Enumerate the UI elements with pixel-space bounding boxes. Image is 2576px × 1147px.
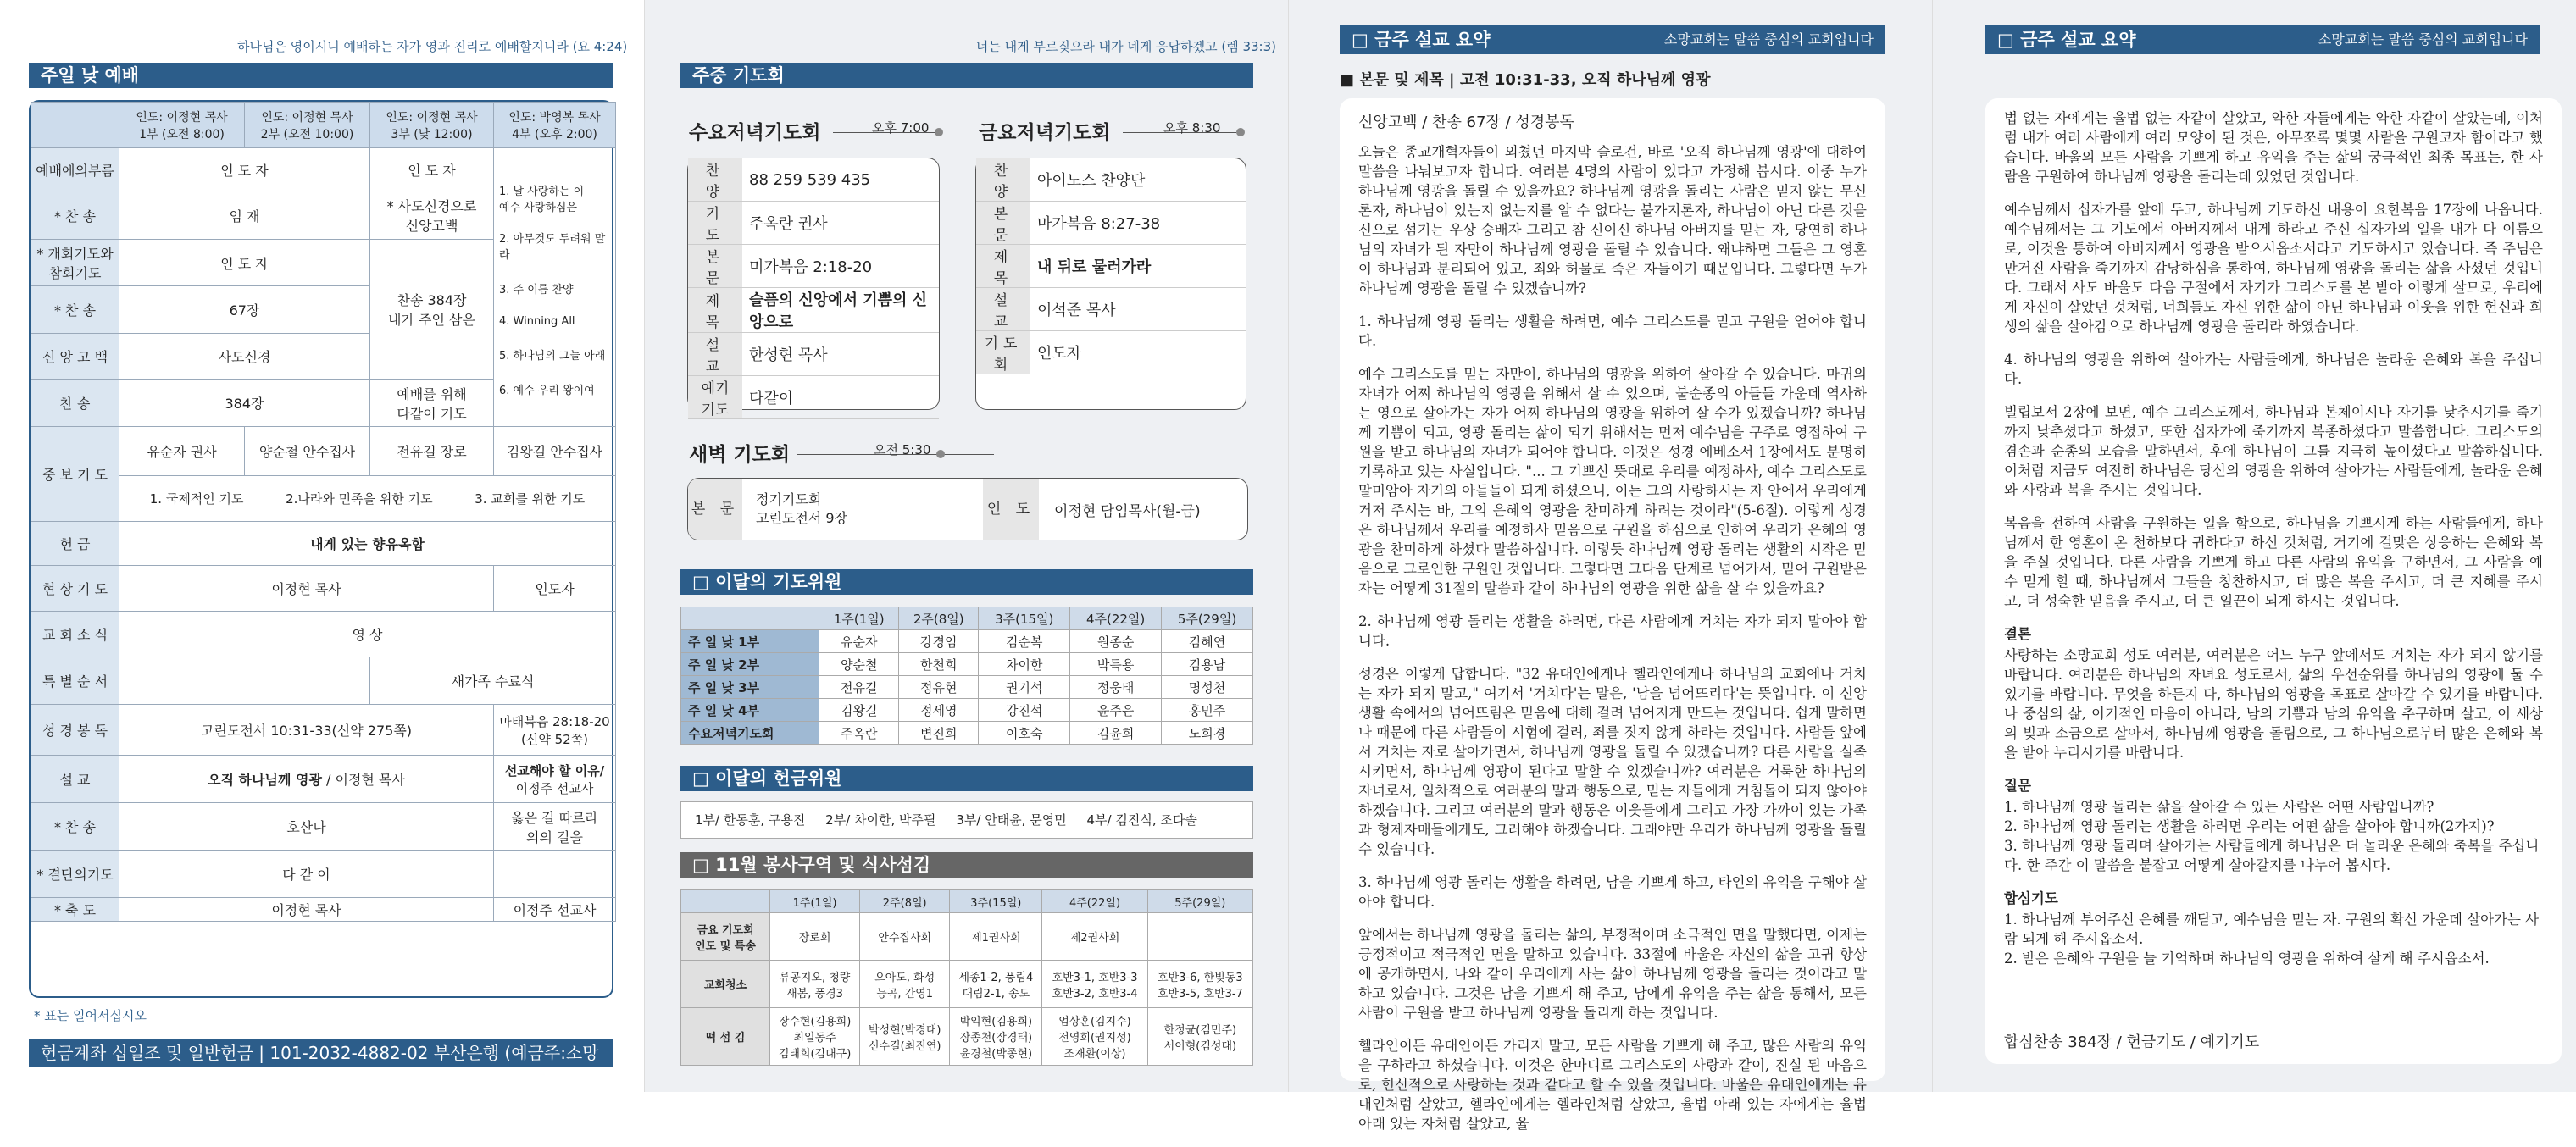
info-row xyxy=(688,158,939,202)
row-label: 중 보 기 도 xyxy=(31,427,119,522)
sermon-subheading: 결론 xyxy=(2004,626,2031,642)
info-row xyxy=(976,158,1246,202)
grid-week-head: 2주(8일) xyxy=(860,890,950,913)
topic: 2.나라와 민족을 위한 기도 xyxy=(286,491,433,507)
sermon-header xyxy=(1340,25,1885,54)
sermon-paragraph: 사랑하는 소망교회 성도 여러분, 여러분은 어느 누구 앞에서도 거치는 자가 되지 않기를 바랍니다. 여러분은 하나님의 자녀요 성도로서, 삶의 우선순위를 하나님의 영광에 둘 수 있기를 바랍니다. 무엇을 하든지 다, 하나님의 영광을 목표로 살아갈 수 있기를 바랍니다. 나 중심의 삶, 이기적인 마음이 아니라, 남의 기쁨과 남의 유익을 추구하며 살고, 이 세상의 빛과 소금으로 살아서, 하나님께 영광을 돌림으로, 그 하나님으로부터 많은 은혜와 복을 받아 누리시기를 바랍니다. xyxy=(2004,647,2543,761)
info-row xyxy=(688,376,939,419)
grid-row xyxy=(681,913,1253,961)
intercessor: 양순철 안수집사 xyxy=(245,427,370,476)
cell: 다 같 이 xyxy=(119,851,494,898)
dawn-box xyxy=(687,478,1248,540)
grid-cell: 장로회 xyxy=(770,913,860,961)
grid-cell: 박성현(박경대) 신수길(최진연) xyxy=(860,1008,950,1066)
wed-box xyxy=(687,158,940,418)
sermon-paragraph: 법 없는 자에게는 율법 없는 자같이 살았고, 약한 자들에게는 약한 자같이 살았는데, 이처럼 내가 여러 사람에게 여러 모양이 된 것은, 아무쪼록 몇몇 사람을 구원코자 함이라고 했습니다. 바울의 모든 사람을 기쁘게 하고 유익을 주는 삶의 궁극적인 최종 목표는, 한 사람을 구원하여 하나님께 영광을 돌리는데 있었던 것입니다. xyxy=(2004,110,2543,185)
sermon-text-panel xyxy=(1985,98,2562,1064)
col-head-2: 인도: 이정현 목사 2부 (오전 10:00) xyxy=(245,103,370,148)
info-row xyxy=(688,202,939,245)
sermon-subject: ■ 본문 및 제목 | 고전 10:31-33, 오직 하나님께 영광 xyxy=(1340,71,1711,89)
info-label: 설 교 xyxy=(688,333,742,376)
dawn-text: 정기기도회 고린도전서 9장 xyxy=(756,491,848,526)
fri-box xyxy=(975,158,1246,410)
sermon-paragraph: 성경은 이렇게 답합니다. "32 유대인에게나 헬라인에게나 하나님의 교회에나 거치는 자가 되지 말고," 여기서 '거치다'는 말은, '남을 넘어뜨리다'는 뜻입니다. 이 신앙생활 속에서의 넘어뜨림은 믿음에 대해 걸려 넘어지게 만드는 것입니다. 쉽게 말하면 나 때문에 다른 사람들이 시험에 걸려, 죄를 짓지 않게 하라는 것입니다. 사람들 앞에서 거치는 자로 살아가면서, 하나님께 영광을 돌릴 수 있겠습니까? 다른 사람을 실족시키면서, 하나님께 영광이 된다고 말할 수 있겠습니까? 여러분은 거룩한 하나님의 자녀로서, 일차적으로 여러분의 말과 행동으로, 믿는 자들에게 거침돌이 되지 않아야 하겠습니다. 그리고 여러분의 말과 행동은 이웃들에게 그리고 가장 가까이 있는 가족과 형제자매들에게도, 그러해야 하겠습니다. 그래야만 우리가 하나님께 영광을 돌릴 수 있습니다. xyxy=(1358,666,1867,857)
info-label: 기도회 xyxy=(976,331,1030,374)
grid-week-head: 3주(15일) xyxy=(979,607,1070,630)
cell: 사도신경 xyxy=(119,334,370,380)
grid-cell: 차이한 xyxy=(979,653,1070,676)
cell: 384장 xyxy=(119,380,370,427)
grid-head-row xyxy=(681,607,1253,630)
sermon-paragraph: 빌립보서 2장에 보면, 예수 그리스도께서, 하나님과 본체이시나 자기를 낮추시기를 죽기까지 낮추셨다고 하셨고, 또한 십자가에 죽기까지 복종하셨다고 말씀합니다. 그리스도의 겸손과 순종의 모습을 말하면서, 후에 하나님이 그를 지극히 높이셨다고 말씀하십니다. 이처럼 지금도 여전히 하나님은 당신의 영광을 위하여 살아가는 사람들에게, 놀라운 은혜와 사랑과 복을 주시는 것입니다. xyxy=(2004,404,2543,498)
sermon-paragraph: 앞에서는 하나님께 영광을 돌리는 삶의, 부정적이며 소극적인 면을 말했다면, 이제는 긍정적이고 적극적인 면을 말하고 있습니다. 33절에 바울은 자신의 삶을 고귀 항상에 공개하면서, 나와 같이 우리에게 사는 삶이 하나님께 영광을 돌리는 것이라고 말하고 있습니다. 그것은 남을 기쁘게 해 주고, 남에게 유익을 주는 삶을 통해서, 모든 사람이 구원을 받고 하나님께 영광을 돌리게 하는 것입니다. xyxy=(1358,927,1867,1021)
grid-row xyxy=(681,699,1253,722)
info-row xyxy=(976,331,1246,374)
sermon-preacher: / 이정현 목사 xyxy=(321,772,405,788)
cell: 영 상 xyxy=(119,612,616,657)
info-value: 한성현 목사 xyxy=(742,333,939,376)
cell: 마태복음 28:18-20 (신약 52쪽) xyxy=(494,705,616,756)
grid-cell: 호반3-6, 한빛동3 호반3-5, 호반3-7 xyxy=(1147,961,1252,1008)
dot-icon xyxy=(935,128,943,136)
info-row xyxy=(688,288,939,333)
col-head-3: 인도: 이정현 목사 3부 (낮 12:00) xyxy=(370,103,494,148)
sermon-paragraph: 예수 그리스도를 믿는 자만이, 하나님의 영광을 위하여 살아갈 수 있습니다. 마귀의 자녀가 어찌 하나님의 영광을 위해서 살 수 있으며, 불순종의 아들들 가운데 역사하는 영으로 살아가는 자가 어찌 하나님의 영광을 위하여 살 수가 있겠습니까? 하나님께 기쁨이 되고, 영광 돌리는 삶이 되기 위해서는 먼저 예수님을 구주로 영접하여 구원을 받고 하나님의 자녀가 되어야 합니다. 이것은 성경 에베소서 1장에서도 분명히 기록하고 있는 사실입니다. "... 그 기쁘신 뜻대로 우리를 예정하사, 예수 그리스도로 말미암아 자기의 아들들이 되게 하셨으니, 이는 그의 사랑하시는 자 안에서 우리에게 거저 주시는 바, 그의 은혜의 영광을 찬미하게 하려는 것이라"(5-6절). 이렇게 성경은 하나님께서 우리를 예정하사 믿음으로 구원을 하심으로 인하여 우리가 은혜의 영광을 찬미하게 하셨다 말씀하십니다. 이렇듯 하나님께 영광 돌리는 생활의 시작은 믿음으로 그로인한 구원인 것입니다. 그렇다면 그다음 단계로 넘어가서, 믿어 구원받은 자는 어떻게 31절의 말씀과 같이 하나님의 영광을 위한 삶을 살 수 있을까요? xyxy=(1358,366,1867,596)
cell: 새가족 수료식 xyxy=(370,657,616,705)
grid-cell: 정유현 xyxy=(899,676,979,699)
grid-week-head: 4주(22일) xyxy=(1070,607,1162,630)
grid-cell: 윤주은 xyxy=(1070,699,1162,722)
song-1: 1. 날 사랑하는 이 예수 사랑하심은 xyxy=(499,186,585,214)
section-title-offering: □ 이달의 헌금위원 xyxy=(680,766,1253,791)
info-value: 아이노스 찬양단 xyxy=(1030,158,1246,202)
grid-cell: 류공지오, 청량 새봄, 풍경3 xyxy=(770,961,860,1008)
wed-time: 오후 7:00 xyxy=(872,120,930,136)
info-value: 다같이 xyxy=(742,376,939,419)
grid-cell: 제2권사회 xyxy=(1042,913,1147,961)
grid-cell: 김혜연 xyxy=(1162,630,1253,653)
song-3: 3. 주 이름 찬양 xyxy=(499,284,574,296)
info-label: 본 문 xyxy=(976,202,1030,245)
info-label: 찬 양 xyxy=(688,158,742,202)
info-value: 슬픔의 신앙에서 기쁨의 신앙으로 xyxy=(742,288,939,333)
standing-note: * 표는 일어서십시오 xyxy=(34,1008,147,1023)
sermon-hymn: 신앙고백 / 찬송 67장 / 성경봉독 xyxy=(1358,114,1574,131)
service-title: 11월 봉사구역 및 식사섬김 xyxy=(715,855,931,875)
sermon-header-motto: 소망교회는 말씀 중심의 교회입니다 xyxy=(1663,31,1874,47)
sermon-point: 3. 하나님께 영광 돌리는 생활을 하려면, 남을 기쁘게 하고, 타인의 유익을 구해야 살아야 합니다. xyxy=(1358,874,1867,910)
song-5: 5. 하나님의 그늘 아래 xyxy=(499,350,606,363)
grid-cell: 김용남 xyxy=(1162,653,1253,676)
sermon-header-title: □ 금주 설교 요약 xyxy=(1352,30,1491,50)
grid-week-head: 4주(22일) xyxy=(1042,890,1147,913)
section-title-worship: 주일 낮 예배 xyxy=(29,63,613,88)
sermon-paragraph: 오늘은 종교개혁자들이 외쳤던 마지막 슬로건, 바로 '오직 하나님께 영광'에 대하여 말씀을 나눠보고자 합니다. 여러분 4명의 사람이 있다고 가정해 봅시다. 이중 누가 하나님께 영광을 돌릴 수 있을까요? 하나님께 영광을 돌리는 사람은 믿지 않는 무신론자, 하나님이 있는지 없는지를 알 수 없다는 불가지론자, 하나님이 아닌 다른 것을 신으로 섬기는 우상 숭배자 그리고 참 신이신 하나님 아버지를 믿는 자, 당연히 하나님의 자녀가 된 자만이 하나님께 영광을 돌릴 수 있습니다. 왜냐하면 그들은 그 영혼이 하나님과 분리되어 있고, 죄와 허물로 죽은 자들이기 때문입니다. 그렇다면 누가 하나님께 영광을 돌릴 수 있겠습니까? xyxy=(1358,144,1867,296)
fri-title: 금요저녁기도회 xyxy=(979,122,1111,144)
row-label: * 찬 송 xyxy=(31,191,119,240)
cell: 옳은 길 따르라 의의 길을 xyxy=(494,803,616,851)
grid-cell: 이호숙 xyxy=(979,722,1070,745)
wed-title: 수요저녁기도회 xyxy=(689,122,821,144)
info-label: 설 교 xyxy=(976,288,1030,331)
grid-cell: 세종1-2, 풍림4 대림2-1, 송도 xyxy=(950,961,1042,1008)
grid-cell: 안수집사회 xyxy=(860,913,950,961)
dawn-lead: 이정현 담임목사(월-금) xyxy=(1054,503,1201,520)
grid-cell: 전유길 xyxy=(819,676,899,699)
grid-cell: 변진희 xyxy=(899,722,979,745)
prayer-topics xyxy=(119,476,616,522)
offering-account: 헌금계좌 십일조 및 일반헌금 | 101-2032-4882-02 부산은행 (예금주:소망교회) xyxy=(29,1039,613,1067)
grid-cell: 박익현(김용희) 장종천(장경태) 윤경철(박종현) xyxy=(950,1008,1042,1066)
fri-time: 오후 8:30 xyxy=(1163,120,1221,136)
offering-committee-list: 1부/ 한동훈, 구용진 2부/ 차이한, 박주필 3부/ 안태윤, 문영민 4부/ 김진식, 조다솔 xyxy=(680,801,1253,839)
cell: 이정현 목사 xyxy=(119,898,494,922)
info-row xyxy=(688,333,939,376)
grid-cell: 김왕길 xyxy=(819,699,899,722)
info-label: 제 목 xyxy=(688,288,742,333)
grid-cell: 권기석 xyxy=(979,676,1070,699)
topic: 1. 국제적인 기도 xyxy=(149,491,244,507)
cell xyxy=(119,657,370,705)
grid-cell: 오아도, 화성 능곡, 간영1 xyxy=(860,961,950,1008)
sermon-header-motto: 소망교회는 말씀 중심의 교회입니다 xyxy=(2318,31,2528,47)
grid-row xyxy=(681,630,1253,653)
grid-cell: 한정균(김민주) 서이형(김성대) xyxy=(1147,1008,1252,1066)
row-label: 현 상 기 도 xyxy=(31,566,119,612)
sermon-header-title: □ 금주 설교 요약 xyxy=(1997,30,2136,50)
cell: 예배를 위해 다같이 기도 xyxy=(370,380,494,427)
sermon-paragraph: 1. 하나님께 부어주신 은혜를 깨닫고, 예수님을 믿는 자. 구원의 확신 가운데 살아가는 사람 되게 해 주시옵소서. 2. 받은 은혜와 구원을 늘 기억하며 하나님의 영광을 위하여 살게 해 주시옵소서. xyxy=(2004,912,2540,967)
cell: * 사도신경으로 신앙고백 xyxy=(370,191,494,240)
grid-row-label: 교회청소 xyxy=(681,961,770,1008)
dawn-time: 오전 5:30 xyxy=(874,442,931,457)
weekday-prayer-page xyxy=(644,0,1288,1092)
sermon-paragraph: 예수님께서 십자가를 앞에 두고, 하나님께 기도하신 내용이 요한복음 17장에 나옵니다. 예수님께서는 그 기도에서 아버지께서 내게 하라고 주신 십자가의 일을 내가 다 이룸으로, 이것을 통하여 아버지께서 영광을 받으시옵소서라고 기도하시고 있습니다. 즉 주님은 만거진 사람을 죽기까지 감당하심을 통하여, 하나님께 영광을 돌리는 삶을 사셨던 것입니다. 그래서 사도 바울도 다음 구절에서 자기가 그리스도를 본 받아 이렇게 살므로, 우리에게 자신이 살았던 것처럼, 너희들도 자신 위한 삶이 아닌 하나님과 이웃을 위한 헌신과 희생의 삶을 살아감으로 하나님께 영광을 돌리라 하였습니다. xyxy=(2004,202,2543,335)
info-value: 내 뒤로 물러가라 xyxy=(1030,245,1246,288)
grid-cell: 명성천 xyxy=(1162,676,1253,699)
grid-cell: 정웅태 xyxy=(1070,676,1162,699)
info-row xyxy=(976,202,1246,245)
cell: 이정현 목사 xyxy=(119,566,494,612)
dawn-title: 새벽 기도회 xyxy=(689,444,791,466)
offering-committee-title: 이달의 헌금위원 xyxy=(715,768,842,789)
sermon-header-title-text: 금주 설교 요약 xyxy=(1374,30,1491,50)
cell: 찬송 384장 내가 주인 삼은 xyxy=(370,240,494,380)
grid-cell: 강진석 xyxy=(979,699,1070,722)
info-value: 미가복음 2:18-20 xyxy=(742,245,939,288)
cell: 임 재 xyxy=(119,191,370,240)
info-value: 주옥란 권사 xyxy=(742,202,939,245)
sermon-title: 오직 하나님께 영광 xyxy=(208,772,322,788)
intercessor: 전유길 장로 xyxy=(370,427,494,476)
info-value: 인도자 xyxy=(1030,331,1246,374)
grid-cell xyxy=(1147,913,1252,961)
info-row xyxy=(976,245,1246,288)
sermon-point: 4. 하나님의 영광을 위하여 살아가는 사람들에게, 하나님은 놀라운 은혜와 복을 주십니다. xyxy=(2004,352,2543,387)
row-label: 교 회 소 식 xyxy=(31,612,119,657)
grid-head-row xyxy=(681,890,1253,913)
col-head-4: 인도: 박영복 목사 4부 (오후 2:00) xyxy=(494,103,616,148)
sermon-subheading: 합심기도 xyxy=(2004,890,2058,906)
dawn-text-label: 본 문 xyxy=(688,479,742,540)
row-label: * 축 도 xyxy=(31,898,119,922)
prayer-committee-table xyxy=(680,607,1253,745)
section-title-prayer-committee: □ 이달의 기도위원 xyxy=(680,569,1253,595)
sermon-preacher-4: 이정주 선교사 xyxy=(515,780,594,796)
corner-cell xyxy=(31,103,119,148)
grid-cell: 주옥란 xyxy=(819,722,899,745)
sermon-summary-page-2 xyxy=(1932,0,2576,1092)
grid-cell: 노희경 xyxy=(1162,722,1253,745)
grid-row-label: 수요저녁기도회 xyxy=(681,722,819,745)
grid-cell: 제1권사회 xyxy=(950,913,1042,961)
song-6: 6. 예수 우리 왕이여 xyxy=(499,385,595,397)
grid-corner xyxy=(681,890,770,913)
sermon-paragraph: 1. 하나님께 영광 돌리는 삶을 살아갈 수 있는 사람은 어떤 사람입니까? 2. 하나님께 영광 돌리는 생활을 하려면 우리는 어떤 삶을 살아야 합니까(2가지)? 3. 하나님께 영광 돌리며 살아가는 사람들에게 하나님은 더 놀라운 은혜와 축복을 주십니다. 한 주간 이 말씀을 붙잡고 어떻게 살아갈지를 나누어 봅시다. xyxy=(2004,799,2540,873)
service-table xyxy=(680,889,1253,1066)
grid-cell: 장수현(김용희) 최일동주 김태희(김대구) xyxy=(770,1008,860,1066)
grid-row xyxy=(681,653,1253,676)
grid-row-label: 주 일 낮 2부 xyxy=(681,653,819,676)
cell: 인도자 xyxy=(494,566,616,612)
info-value: 이석준 목사 xyxy=(1030,288,1246,331)
sermon-subheading: 질문 xyxy=(2004,778,2031,794)
grid-week-head: 1주(1일) xyxy=(819,607,899,630)
dawn-lead-label: 인 도 xyxy=(983,479,1039,540)
sermon-title-4: 선교해야 할 이유/ xyxy=(504,762,605,779)
section-title-prayer: 주중 기도회 xyxy=(680,63,1253,88)
grid-week-head: 5주(29일) xyxy=(1162,607,1253,630)
info-label: 예기기도 xyxy=(688,376,742,419)
row-label: * 결단의기도 xyxy=(31,851,119,898)
grid-row-label: 주 일 낮 1부 xyxy=(681,630,819,653)
grid-row xyxy=(681,1008,1253,1066)
cell: 인 도 자 xyxy=(119,148,370,191)
row-label: 예배에의부름 xyxy=(31,148,119,191)
song-4: 4. Winning All xyxy=(499,315,575,328)
sermon-summary-page-1 xyxy=(1288,0,1932,1132)
wed-table xyxy=(688,158,939,419)
grid-corner xyxy=(681,607,819,630)
grid-cell: 양순철 xyxy=(819,653,899,676)
grid-cell: 박득용 xyxy=(1070,653,1162,676)
intercessor: 유순자 권사 xyxy=(119,427,245,476)
worship-order-page xyxy=(0,0,644,1092)
grid-row-label: 떡 섬 김 xyxy=(681,1008,770,1066)
cell: 인 도 자 xyxy=(370,148,494,191)
info-value: 마가복음 8:27-38 xyxy=(1030,202,1246,245)
grid-cell: 원종순 xyxy=(1070,630,1162,653)
verse-text: 너는 내게 부르짖으라 내가 네게 응답하겠고 (렘 33:3) xyxy=(975,39,1276,54)
row-label: 성 경 봉 독 xyxy=(31,705,119,756)
cell: 호산나 xyxy=(119,803,494,851)
grid-cell: 엄상훈(김지수) 전영희(권지성) 조재환(이상) xyxy=(1042,1008,1147,1066)
row-label: 설 교 xyxy=(31,756,119,803)
info-row xyxy=(688,245,939,288)
grid-row xyxy=(681,722,1253,745)
info-label: 찬 양 xyxy=(976,158,1030,202)
cell: 고린도전서 10:31-33(신약 275쪽) xyxy=(119,705,494,756)
row-label: * 찬 송 xyxy=(31,803,119,851)
grid-cell: 유순자 xyxy=(819,630,899,653)
grid-cell: 호반3-1, 호반3-3 호반3-2, 호반3-4 xyxy=(1042,961,1147,1008)
info-label: 기 도 xyxy=(688,202,742,245)
grid-cell: 김윤희 xyxy=(1070,722,1162,745)
grid-cell: 정세영 xyxy=(899,699,979,722)
intercessor: 김왕길 안수집사 xyxy=(494,427,616,476)
grid-week-head: 2주(8일) xyxy=(899,607,979,630)
cell: 67장 xyxy=(119,286,370,334)
praise-song-list xyxy=(494,148,616,427)
row-label: 특 별 순 서 xyxy=(31,657,119,705)
info-row xyxy=(976,288,1246,331)
sermon-cell xyxy=(119,756,494,803)
grid-cell: 한천희 xyxy=(899,653,979,676)
info-label: 본 문 xyxy=(688,245,742,288)
row-label: 헌 금 xyxy=(31,522,119,566)
topic: 3. 교회를 위한 기도 xyxy=(475,491,586,507)
sermon-header xyxy=(1985,25,2540,54)
row-label: * 찬 송 xyxy=(31,286,119,334)
section-title-service: □ 11월 봉사구역 및 식사섬김 xyxy=(680,852,1253,878)
prayer-committee-title: 이달의 기도위원 xyxy=(715,572,842,592)
row-label: 찬 송 xyxy=(31,380,119,427)
grid-cell: 홍민주 xyxy=(1162,699,1253,722)
sermon-text-panel xyxy=(1340,98,1885,1132)
grid-cell: 강경임 xyxy=(899,630,979,653)
grid-row-label: 주 일 낮 4부 xyxy=(681,699,819,722)
grid-week-head: 5주(29일) xyxy=(1147,890,1252,913)
cell: 내게 있는 향유옥합 xyxy=(119,522,616,566)
sermon-point: 1. 하나님께 영광 돌리는 생활을 하려면, 예수 그리스도를 믿고 구원을 얻어야 합니다. xyxy=(1358,313,1867,349)
dot-icon xyxy=(1236,128,1245,136)
grid-cell: 김순복 xyxy=(979,630,1070,653)
row-label: 신 앙 고 백 xyxy=(31,334,119,380)
sermon-point: 2. 하나님께 영광 돌리는 생활을 하려면, 다른 사람에게 거치는 자가 되지 말아야 합니다. xyxy=(1358,613,1867,649)
sermon-cell-4 xyxy=(494,756,616,803)
grid-row-label: 금요 기도회 인도 및 특송 xyxy=(681,913,770,961)
sermon-body xyxy=(1358,142,1867,1147)
cell: 이정주 선교사 xyxy=(494,898,616,922)
sermon-body xyxy=(2004,108,2543,982)
cell: 인 도 자 xyxy=(119,240,370,286)
sermon-header-title-text: 금주 설교 요약 xyxy=(2020,30,2136,50)
dot-icon xyxy=(936,450,945,458)
cell xyxy=(494,851,616,898)
verse-text: 하나님은 영이시니 예배하는 자가 영과 진리로 예배할지니라 (요 4:24) xyxy=(237,39,628,54)
row-label: * 개회기도와 참회기도 xyxy=(31,240,119,286)
info-value: 88 259 539 435 xyxy=(742,158,939,202)
song-2: 2. 아무것도 두려워 말라 xyxy=(499,233,606,262)
sermon-paragraph: 헬라인이든 유대인이든 가리지 말고, 모든 사람을 기쁘게 해 주고, 많은 사람의 유익을 구하라고 하셨습니다. 이것은 한마디로 그리스도의 사랑과 같이, 진실 된 마음으로, 헌신적으로 사랑하는 것과 같다고 할 수 있을 것입니다. 바울은 유대인에게는 유대인처럼 살았고, 헬라인에게는 헬라인처럼 살았고, 율법 아래 있는 자에게는 율법 아래 있는 자처럼 살았고, 율 xyxy=(1358,1038,1867,1132)
worship-order-table xyxy=(29,100,613,998)
grid-week-head: 3주(15일) xyxy=(950,890,1042,913)
grid-row-label: 주 일 낮 3부 xyxy=(681,676,819,699)
grid-row xyxy=(681,961,1253,1008)
grid-week-head: 1주(1일) xyxy=(770,890,860,913)
sermon-paragraph: 복음을 전하여 사람을 구원하는 일을 함으로, 하나님을 기쁘시게 하는 사람들에게, 하나님께서 한 영혼이 온 천하보다 귀하다고 하신 것처럼, 거기에 걸맞은 상응하는 은혜와 복을 주실 것입니다. 다른 사람을 기쁘게 하고 다른 사람의 유익을 구하면서, 그 사람을 예수 믿게 할 때, 하나님께서 그들을 칭찬하시고, 더 많은 복을 주시고, 더 큰 지혜를 주시고, 더 성숙한 믿음을 주시고, 더 큰 일꾼이 되게 하시는 것입니다. xyxy=(2004,515,2543,609)
col-head-1: 인도: 이정현 목사 1부 (오전 8:00) xyxy=(119,103,245,148)
info-label: 제 목 xyxy=(976,245,1030,288)
closing-order: 합심찬송 384장 / 헌금기도 / 예기기도 xyxy=(2004,1033,2260,1051)
fri-table xyxy=(976,158,1246,374)
grid-row xyxy=(681,676,1253,699)
